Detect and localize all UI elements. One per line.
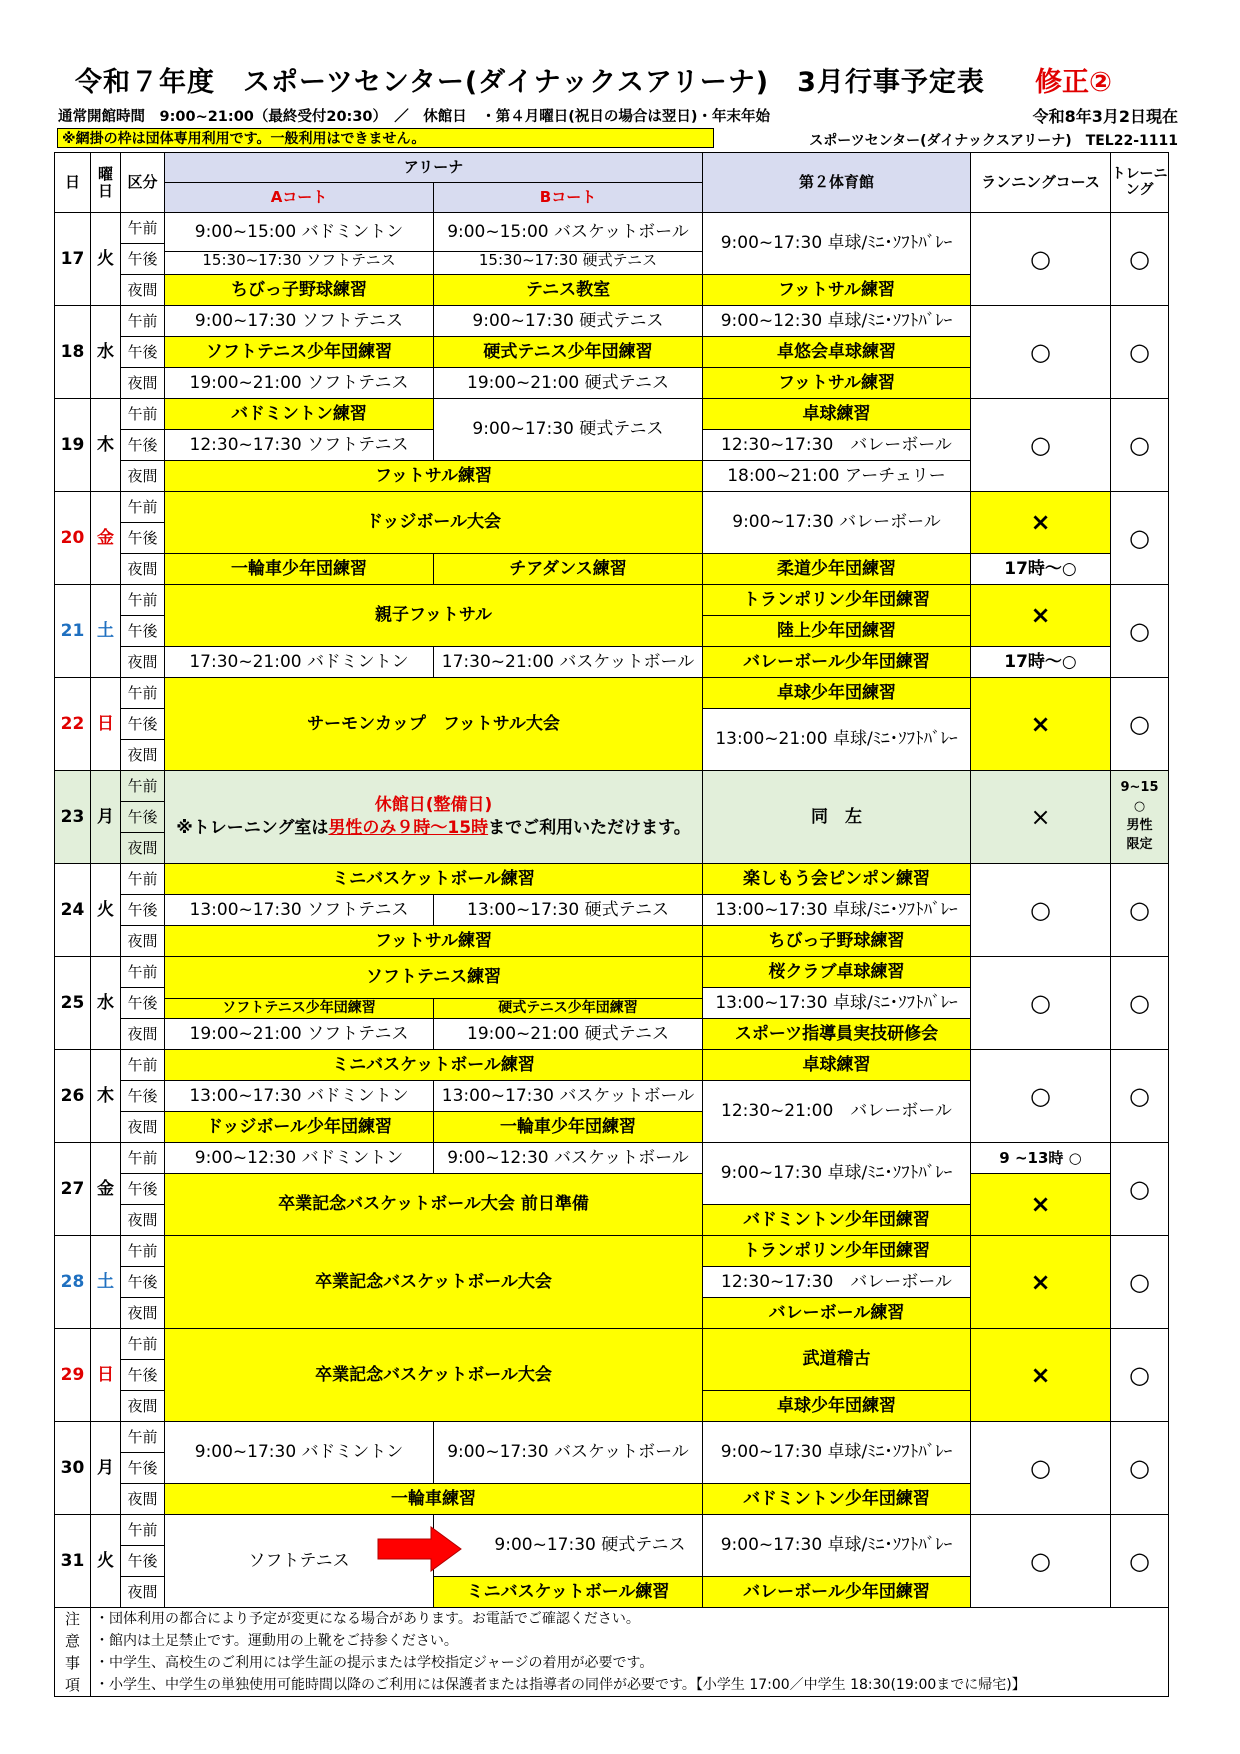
shading-notice: ※網掛の枠は団体専用利用です。一般利用はできません。 xyxy=(57,128,714,148)
slot: ちびっ子野球練習 xyxy=(703,926,971,957)
running-22: × xyxy=(971,678,1111,771)
training-18: ○ xyxy=(1111,306,1169,399)
period-label: 午後 xyxy=(121,337,165,368)
slot: バレーボール少年団練習 xyxy=(703,1577,971,1608)
opening-hours: 通常開館時間 9:00~21:00（最終受付20:30） ／ 休館日 ・第４月曜日(祝日の場合は翌日)・年末年始 xyxy=(58,109,771,125)
slot: 楽しもう会ピンポン練習 xyxy=(703,864,971,895)
slot: 18:00~21:00 アーチェリー xyxy=(703,461,971,492)
col-arena: アリーナ xyxy=(165,153,703,183)
note-line: ・小学生、中学生の単独使用可能時間以降のご利用には保護者または指導者の同伴が必要です。【小学生 17:00／中学生 18:30(19:00までに帰宅)】 xyxy=(95,1677,1026,1693)
period-label: 夜間 xyxy=(121,926,165,957)
notes-label-char: 事 xyxy=(64,1654,80,1672)
day-of-week: 月 xyxy=(91,771,121,864)
period-label: 夜間 xyxy=(121,461,165,492)
training-25: ○ xyxy=(1111,957,1169,1050)
period-label: 午後 xyxy=(121,616,165,647)
notes-label-char: 項 xyxy=(64,1676,80,1694)
period-label: 午前 xyxy=(121,1422,165,1453)
period-label: 夜間 xyxy=(121,368,165,399)
col-gym2: 第２体育館 xyxy=(703,153,971,213)
slot: 武道稽古 xyxy=(703,1329,971,1391)
day-of-week: 月 xyxy=(91,1422,121,1515)
slot: 9:00~17:30 卓球/ﾐﾆ･ｿﾌﾄﾊﾞﾚｰ xyxy=(703,1422,971,1484)
slot: フットサル練習 xyxy=(165,461,703,492)
slot: ドッジボール大会 xyxy=(165,492,703,554)
day-number: 20 xyxy=(55,492,91,585)
day-number: 21 xyxy=(55,585,91,678)
slot: 卓球少年団練習 xyxy=(703,678,971,709)
period-label: 夜間 xyxy=(121,740,165,771)
slot: 13:00~17:30 バスケットボール xyxy=(434,1081,703,1112)
day-of-week: 木 xyxy=(91,399,121,492)
training-20: ○ xyxy=(1111,492,1169,585)
period-label: 午後 xyxy=(121,1081,165,1112)
slot: 9:00~15:00 バスケットボール xyxy=(447,222,689,242)
slot: 一輪車少年団練習 xyxy=(434,1112,703,1143)
slot: 13:00~17:30 硬式テニス xyxy=(434,895,703,926)
period-label: 午前 xyxy=(121,213,165,244)
period-label: 夜間 xyxy=(121,1205,165,1236)
running-27: × xyxy=(971,1174,1111,1236)
night-b-17: テニス教室 xyxy=(434,275,703,306)
arena-b-17 xyxy=(434,213,703,275)
training-21: ○ xyxy=(1111,585,1169,678)
col-period: 区分 xyxy=(121,153,165,213)
day-number: 22 xyxy=(55,678,91,771)
day-of-week: 木 xyxy=(91,1050,121,1143)
period-label: 夜間 xyxy=(121,1112,165,1143)
running-20: × xyxy=(971,492,1111,554)
period-label: 午前 xyxy=(121,492,165,523)
slot: 卓球少年団練習 xyxy=(703,1391,971,1422)
day-number: 23 xyxy=(55,771,91,864)
training-19: ○ xyxy=(1111,399,1169,492)
slot: ドッジボール少年団練習 xyxy=(165,1112,434,1143)
slot: 卒業記念バスケットボール大会 前日準備 xyxy=(165,1174,703,1236)
arrow-right-icon xyxy=(376,1524,466,1574)
notes-label-char: 注 xyxy=(64,1610,80,1628)
slot: 卓球練習 xyxy=(703,1050,971,1081)
training-31: ○ xyxy=(1111,1515,1169,1608)
day-of-week: 火 xyxy=(91,213,121,306)
day-number: 18 xyxy=(55,306,91,399)
period-label: 午前 xyxy=(121,399,165,430)
schedule-table xyxy=(54,152,1169,1697)
day-number: 17 xyxy=(55,213,91,306)
slot: 19:00~21:00 硬式テニス xyxy=(434,368,703,399)
col-day: 日 xyxy=(55,153,91,213)
slot: 卓球練習 xyxy=(703,399,971,430)
as-of-date: 令和8年3月2日現在 xyxy=(1032,107,1178,126)
day-of-week: 土 xyxy=(91,585,121,678)
slot: 卒業記念バスケットボール大会 xyxy=(165,1236,703,1329)
slot: ソフトテニス少年団練習 xyxy=(165,337,434,368)
day-of-week: 土 xyxy=(91,1236,121,1329)
col-a-court: Aコート xyxy=(165,183,434,213)
period-label: 午前 xyxy=(121,957,165,988)
slot: バレーボール少年団練習 xyxy=(703,647,971,678)
col-b-court: Bコート xyxy=(434,183,703,213)
slot: 9:00~17:30 卓球/ﾐﾆ･ｿﾌﾄﾊﾞﾚｰ xyxy=(703,1143,971,1205)
period-label: 午前 xyxy=(121,771,165,802)
arena-b-31 xyxy=(434,1515,703,1577)
period-label: 午後 xyxy=(121,709,165,740)
period-label: 夜間 xyxy=(121,275,165,306)
period-label: 夜間 xyxy=(121,1577,165,1608)
slot: ミニバスケットボール練習 xyxy=(434,1577,703,1608)
slot: ソフトテニス練習 xyxy=(365,967,502,987)
slot: チアダンス練習 xyxy=(434,554,703,585)
slot: ミニバスケットボール練習 xyxy=(165,1050,703,1081)
slot: 19:00~21:00 ソフトテニス xyxy=(165,1019,434,1050)
training-line: 男性 xyxy=(1126,818,1153,833)
slot: バドミントン少年団練習 xyxy=(703,1205,971,1236)
running-31: ○ xyxy=(971,1515,1111,1608)
period-label: 午後 xyxy=(121,802,165,833)
period-label: 午後 xyxy=(121,430,165,461)
notes-body xyxy=(91,1608,1169,1697)
slot: バレーボール練習 xyxy=(703,1298,971,1329)
training-17: ○ xyxy=(1111,213,1169,306)
period-label: 夜間 xyxy=(121,1484,165,1515)
period-label: 夜間 xyxy=(121,1019,165,1050)
gym2-23: 同 左 xyxy=(703,771,971,864)
period-label: 午前 xyxy=(121,1329,165,1360)
slot: 15:30~17:30 硬式テニス xyxy=(434,251,702,269)
training-line: 9~15 xyxy=(1120,780,1159,796)
slot: 9:00~12:30 バスケットボール xyxy=(434,1143,703,1174)
training-28: ○ xyxy=(1111,1236,1169,1329)
period-label: 夜間 xyxy=(121,554,165,585)
night-g-17: フットサル練習 xyxy=(703,275,971,306)
day-number: 24 xyxy=(55,864,91,957)
slot: 13:00~17:30 卓球/ﾐﾆ･ｿﾌﾄﾊﾞﾚｰ xyxy=(703,895,971,926)
slot: バドミントン少年団練習 xyxy=(703,1484,971,1515)
period-label: 午前 xyxy=(121,1515,165,1546)
period-label: 午後 xyxy=(121,523,165,554)
running-am: 9 ~13時 ○ xyxy=(971,1143,1111,1174)
day-of-week: 金 xyxy=(91,492,121,585)
training-30: ○ xyxy=(1111,1422,1169,1515)
slot: 硬式テニス少年団練習 xyxy=(498,1000,638,1016)
day-number: 28 xyxy=(55,1236,91,1329)
running-29: × xyxy=(971,1329,1111,1422)
period-label: 午前 xyxy=(121,1236,165,1267)
running-18: ○ xyxy=(971,306,1111,399)
slot: 9:00~17:30 バレーボール xyxy=(703,492,971,554)
slot: トランポリン少年団練習 xyxy=(703,1236,971,1267)
note-line: ・団体利用の都合により予定が変更になる場合があります。お電話でご確認ください。 xyxy=(95,1611,640,1627)
slot: 9:00~17:30 硬式テニス xyxy=(434,399,703,461)
training-27: ○ xyxy=(1111,1143,1169,1236)
running-28: × xyxy=(971,1236,1111,1329)
slot: 13:00~17:30 ソフトテニス xyxy=(165,895,434,926)
training-line: 限定 xyxy=(1126,836,1153,852)
period-label: 午前 xyxy=(121,864,165,895)
slot: 9:00~17:30 硬式テニス xyxy=(494,1535,686,1556)
slot: ソフトテニス xyxy=(248,1550,350,1571)
running-17: ○ xyxy=(971,213,1111,306)
running-night: 17時～○ xyxy=(971,647,1111,678)
day-of-week: 金 xyxy=(91,1143,121,1236)
day-number: 26 xyxy=(55,1050,91,1143)
day-number: 27 xyxy=(55,1143,91,1236)
period-label: 午後 xyxy=(121,1453,165,1484)
slot: 9:00~17:30 硬式テニス xyxy=(434,306,703,337)
col-training: トレーニング xyxy=(1111,153,1169,213)
slot: 17:30~21:00 バドミントン xyxy=(165,647,434,678)
arena-a-17 xyxy=(165,213,434,275)
revision-badge: 修正② xyxy=(1035,67,1112,98)
slot: 15:30~17:30 ソフトテニス xyxy=(165,251,433,269)
slot: 13:00~17:30 バドミントン xyxy=(165,1081,434,1112)
closed-title: 休館日(整備日) xyxy=(374,795,493,816)
slot: バドミントン練習 xyxy=(165,399,434,430)
closed-day-cell xyxy=(165,771,703,864)
training-line: ○ xyxy=(1133,799,1146,815)
day-number: 30 xyxy=(55,1422,91,1515)
day-of-week: 日 xyxy=(91,1329,121,1422)
slot: 17:30~21:00 バスケットボール xyxy=(434,647,703,678)
slot: 一輪車練習 xyxy=(165,1484,703,1515)
period-label: 夜間 xyxy=(121,833,165,864)
day-number: 19 xyxy=(55,399,91,492)
running-26: ○ xyxy=(971,1050,1111,1143)
col-dow: 曜日 xyxy=(91,153,121,213)
arena-25 xyxy=(165,957,703,1019)
slot: スポーツ指導員実技研修会 xyxy=(703,1019,971,1050)
notes-label-char: 意 xyxy=(64,1632,80,1650)
closed-note-post: までご利用いただけます。 xyxy=(488,818,691,838)
day-of-week: 日 xyxy=(91,678,121,771)
slot: 12:30~17:30 ソフトテニス xyxy=(165,430,434,461)
closed-note-pre: ※トレーニング室は xyxy=(176,818,329,838)
running-30: ○ xyxy=(971,1422,1111,1515)
day-number: 29 xyxy=(55,1329,91,1422)
slot: 9:00~17:30 ソフトテニス xyxy=(165,306,434,337)
slot: 9:00~17:30 バドミントン xyxy=(165,1422,434,1484)
training-24: ○ xyxy=(1111,864,1169,957)
note-line: ・館内は土足禁止です。運動用の上靴をご持参ください。 xyxy=(95,1633,458,1649)
slot: 卒業記念バスケットボール大会 xyxy=(165,1329,703,1422)
day-of-week: 水 xyxy=(91,957,121,1050)
slot: 13:00~17:30 卓球/ﾐﾆ･ｿﾌﾄﾊﾞﾚｰ xyxy=(703,988,971,1019)
gym2-17: 9:00~17:30 卓球/ﾐﾆ･ｿﾌﾄﾊﾞﾚｰ xyxy=(703,213,971,275)
day-of-week: 水 xyxy=(91,306,121,399)
slot: 9:00~15:00 バドミントン xyxy=(194,222,404,242)
slot: トランポリン少年団練習 xyxy=(703,585,971,616)
day-number: 31 xyxy=(55,1515,91,1608)
slot: 19:00~21:00 硬式テニス xyxy=(434,1019,703,1050)
slot: 硬式テニス少年団練習 xyxy=(434,337,703,368)
period-label: 午後 xyxy=(121,244,165,275)
running-23: × xyxy=(971,771,1111,864)
period-label: 夜間 xyxy=(121,647,165,678)
day-number: 25 xyxy=(55,957,91,1050)
period-label: 午前 xyxy=(121,1143,165,1174)
period-label: 午後 xyxy=(121,988,165,1019)
slot: ソフトテニス少年団練習 xyxy=(165,999,434,1018)
period-label: 夜間 xyxy=(121,1298,165,1329)
slot: 卓悠会卓球練習 xyxy=(703,337,971,368)
slot: サーモンカップ フットサル大会 xyxy=(165,678,703,771)
training-22: ○ xyxy=(1111,678,1169,771)
slot: 親子フットサル xyxy=(165,585,703,647)
slot: フットサル練習 xyxy=(703,368,971,399)
page-title: 令和７年度 スポーツセンター(ダイナックスアリーナ) 3月行事予定表 xyxy=(75,67,985,98)
period-label: 午前 xyxy=(121,1050,165,1081)
slot: 13:00~21:00 卓球/ﾐﾆ･ｿﾌﾄﾊﾞﾚｰ xyxy=(703,709,971,771)
slot: 9:00~12:30 バドミントン xyxy=(165,1143,434,1174)
slot: 陸上少年団練習 xyxy=(703,616,971,647)
slot: 9:00~12:30 卓球/ﾐﾆ･ｿﾌﾄﾊﾞﾚｰ xyxy=(703,306,971,337)
running-24: ○ xyxy=(971,864,1111,957)
period-label: 午前 xyxy=(121,678,165,709)
slot: 12:30~17:30 バレーボール xyxy=(703,1267,971,1298)
period-label: 午前 xyxy=(121,585,165,616)
day-of-week: 火 xyxy=(91,864,121,957)
running-21: × xyxy=(971,585,1111,647)
closed-note-red: 男性のみ９時～15時 xyxy=(328,818,489,838)
day-of-week: 火 xyxy=(91,1515,121,1608)
training-26: ○ xyxy=(1111,1050,1169,1143)
period-label: 夜間 xyxy=(121,1391,165,1422)
period-label: 午前 xyxy=(121,306,165,337)
night-a-17: ちびっ子野球練習 xyxy=(165,275,434,306)
training-23 xyxy=(1111,771,1169,864)
slot: 12:30~21:00 バレーボール xyxy=(703,1081,971,1143)
slot: ミニバスケットボール練習 xyxy=(165,864,703,895)
slot: 一輪車少年団練習 xyxy=(165,554,434,585)
slot: フットサル練習 xyxy=(165,926,703,957)
period-label: 午後 xyxy=(121,1360,165,1391)
col-running: ランニングコース xyxy=(971,153,1111,213)
running-night: 17時～○ xyxy=(971,554,1111,585)
slot: 9:00~17:30 卓球/ﾐﾆ･ｿﾌﾄﾊﾞﾚｰ xyxy=(703,1515,971,1577)
running-19: ○ xyxy=(971,399,1111,492)
period-label: 午後 xyxy=(121,1267,165,1298)
period-label: 午後 xyxy=(121,1546,165,1577)
training-29: ○ xyxy=(1111,1329,1169,1422)
slot: 桜クラブ卓球練習 xyxy=(703,957,971,988)
slot: 12:30~17:30 バレーボール xyxy=(703,430,971,461)
slot: 柔道少年団練習 xyxy=(703,554,971,585)
venue-tel: スポーツセンター(ダイナックスアリーナ) TEL22-1111 xyxy=(809,133,1178,149)
notes-label xyxy=(55,1608,91,1697)
note-line: ・中学生、高校生のご利用には学生証の提示または学校指定ジャージの着用が必要です。 xyxy=(95,1655,654,1671)
period-label: 午後 xyxy=(121,1174,165,1205)
slot: 9:00~17:30 バスケットボール xyxy=(434,1422,703,1484)
running-25: ○ xyxy=(971,957,1111,1050)
period-label: 午後 xyxy=(121,895,165,926)
slot: 19:00~21:00 ソフトテニス xyxy=(165,368,434,399)
